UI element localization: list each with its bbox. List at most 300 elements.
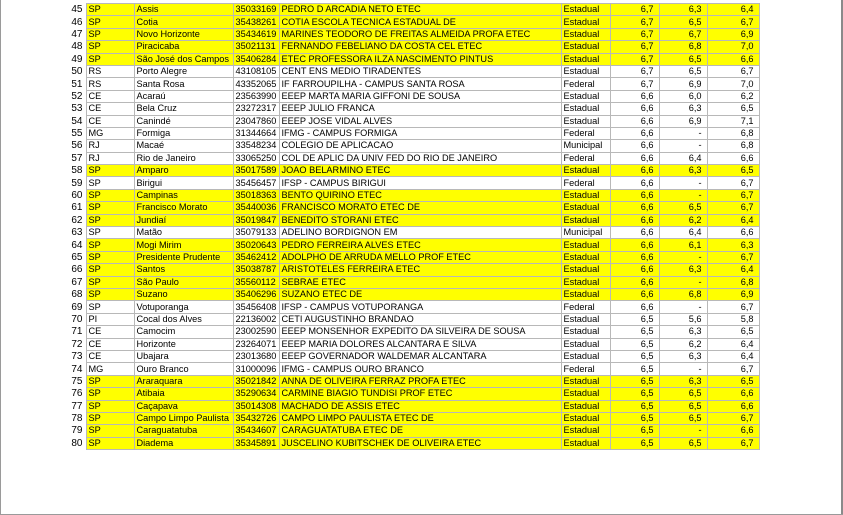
rank-number: 60 [64,189,86,201]
table-row [64,177,759,189]
table-row [64,301,759,313]
state-cell: SP [86,425,134,437]
score-cell: 6,5 [707,165,759,177]
school-name-cell: ETEC PROFESSORA ILZA NASCIMENTO PINTUS [279,53,561,65]
school-code-cell: 35020643 [233,239,279,251]
score-cell: - [659,140,707,152]
network-cell: Estadual [561,350,610,362]
score-cell: 6,6 [610,276,659,288]
score-cell: 6,9 [707,28,759,40]
score-cell: 6,3 [659,103,707,115]
score-cell: 6,7 [610,41,659,53]
table-row [64,326,759,338]
score-cell: - [659,425,707,437]
table-row [64,400,759,412]
city-cell: Francisco Morato [134,202,233,214]
score-cell: 6,5 [610,437,659,449]
rank-number: 74 [64,363,86,375]
score-cell: 6,7 [707,189,759,201]
school-code-cell: 31344664 [233,127,279,139]
school-code-cell: 35019847 [233,214,279,226]
school-code-cell: 23047860 [233,115,279,127]
score-cell: 6,4 [707,214,759,226]
city-cell: Macaé [134,140,233,152]
rank-number: 70 [64,313,86,325]
state-cell: SP [86,53,134,65]
state-cell: SP [86,202,134,214]
score-cell: 6,7 [707,363,759,375]
score-cell: 6,4 [707,350,759,362]
network-cell: Estadual [561,425,610,437]
score-cell: 6,3 [707,239,759,251]
network-cell: Estadual [561,65,610,77]
score-cell: 6,9 [659,115,707,127]
rank-number: 76 [64,388,86,400]
table-row [64,214,759,226]
network-cell: Estadual [561,41,610,53]
rank-number: 55 [64,127,86,139]
school-name-cell: IF FARROUPILHA - CAMPUS SANTA ROSA [279,78,561,90]
city-cell: Santa Rosa [134,78,233,90]
school-name-cell: ADOLPHO DE ARRUDA MELLO PROF ETEC [279,251,561,263]
score-cell: 6,7 [610,65,659,77]
state-cell: MG [86,127,134,139]
network-cell: Estadual [561,388,610,400]
city-cell: Mogi Mirim [134,239,233,251]
state-cell: CE [86,326,134,338]
score-cell: 6,8 [659,41,707,53]
school-ranking-table [64,3,760,450]
network-cell: Estadual [561,165,610,177]
score-cell: 6,7 [707,437,759,449]
city-cell: Formiga [134,127,233,139]
school-name-cell: ANNA DE OLIVEIRA FERRAZ PROFA ETEC [279,375,561,387]
page-frame-left [0,0,1,515]
score-cell: 6,6 [610,189,659,201]
score-cell: 6,5 [707,103,759,115]
table-row [64,338,759,350]
city-cell: Araraquara [134,375,233,387]
school-name-cell: IFSP - CAMPUS VOTUPORANGA [279,301,561,313]
state-cell: SP [86,288,134,300]
table-row [64,16,759,28]
network-cell: Estadual [561,239,610,251]
table-row [64,363,759,375]
school-code-cell: 35434619 [233,28,279,40]
score-cell: 6,5 [610,400,659,412]
network-cell: Municipal [561,140,610,152]
table-row [64,28,759,40]
score-cell: 6,6 [610,288,659,300]
table-row [64,127,759,139]
score-cell: 6,6 [610,301,659,313]
rank-number: 47 [64,28,86,40]
rank-number: 59 [64,177,86,189]
school-name-cell: IFMG - CAMPUS OURO BRANCO [279,363,561,375]
score-cell: 6,6 [610,214,659,226]
score-cell: 6,3 [659,264,707,276]
school-name-cell: SUZANO ETEC DE [279,288,561,300]
school-code-cell: 23563990 [233,90,279,102]
network-cell: Estadual [561,189,610,201]
score-cell: 6,3 [659,326,707,338]
score-cell: 5,6 [659,313,707,325]
network-cell: Estadual [561,4,610,16]
school-name-cell: IFMG - CAMPUS FORMIGA [279,127,561,139]
city-cell: Camocim [134,326,233,338]
school-name-cell: ARISTOTELES FERREIRA ETEC [279,264,561,276]
score-cell: 6,6 [610,264,659,276]
network-cell: Estadual [561,400,610,412]
score-cell: 6,1 [659,239,707,251]
score-cell: 6,6 [610,177,659,189]
rank-number: 73 [64,350,86,362]
score-cell: 6,4 [659,152,707,164]
school-code-cell: 35079133 [233,227,279,239]
rank-number: 49 [64,53,86,65]
score-cell: 6,6 [610,115,659,127]
city-cell: Cotia [134,16,233,28]
score-cell: 6,5 [659,202,707,214]
table-row [64,264,759,276]
score-cell: 6,7 [707,251,759,263]
score-cell: 5,8 [707,313,759,325]
city-cell: Ubajara [134,350,233,362]
rank-number: 45 [64,4,86,16]
state-cell: SP [86,28,134,40]
school-code-cell: 43108105 [233,65,279,77]
city-cell: Porto Alegre [134,65,233,77]
rank-number: 61 [64,202,86,214]
city-cell: Caraguatatuba [134,425,233,437]
state-cell: SP [86,412,134,424]
score-cell: 6,2 [707,90,759,102]
network-cell: Estadual [561,16,610,28]
city-cell: Santos [134,264,233,276]
score-cell: 6,7 [707,202,759,214]
score-cell: 6,8 [707,127,759,139]
state-cell: CE [86,90,134,102]
table-row [64,437,759,449]
state-cell: RS [86,78,134,90]
state-cell: CE [86,103,134,115]
school-name-cell: MACHADO DE ASSIS ETEC [279,400,561,412]
school-code-cell: 35290634 [233,388,279,400]
score-cell: 7,0 [707,41,759,53]
rank-number: 71 [64,326,86,338]
table-row [64,53,759,65]
network-cell: Estadual [561,264,610,276]
school-code-cell: 35018363 [233,189,279,201]
city-cell: Campinas [134,189,233,201]
score-cell: 6,6 [707,388,759,400]
school-name-cell: BENTO QUIRINO ETEC [279,189,561,201]
school-code-cell: 35432726 [233,412,279,424]
city-cell: Novo Horizonte [134,28,233,40]
score-cell: 6,6 [610,165,659,177]
table-row [64,227,759,239]
school-code-cell: 35434607 [233,425,279,437]
score-cell: 6,7 [610,78,659,90]
table-row [64,189,759,201]
score-cell: 6,5 [610,363,659,375]
table-row [64,41,759,53]
state-cell: SP [86,4,134,16]
score-cell: 6,7 [707,177,759,189]
state-cell: SP [86,227,134,239]
score-cell: - [659,189,707,201]
school-name-cell: ADELINO BORDIGNON EM [279,227,561,239]
score-cell: 6,8 [659,288,707,300]
city-cell: Suzano [134,288,233,300]
table-row [64,140,759,152]
score-cell: 6,7 [707,65,759,77]
city-cell: Amparo [134,165,233,177]
school-code-cell: 35462412 [233,251,279,263]
score-cell: 6,7 [707,412,759,424]
score-cell: 6,5 [659,400,707,412]
city-cell: Presidente Prudente [134,251,233,263]
school-code-cell: 35438261 [233,16,279,28]
city-cell: Cocal dos Alves [134,313,233,325]
table-row [64,78,759,90]
score-cell: 6,6 [610,152,659,164]
score-cell: - [659,301,707,313]
score-cell: 6,5 [610,388,659,400]
rank-number: 62 [64,214,86,226]
city-cell: Campo Limpo Paulista [134,412,233,424]
school-name-cell: IFSP - CAMPUS BIRIGUI [279,177,561,189]
city-cell: Jundiaí [134,214,233,226]
score-cell: 6,7 [610,4,659,16]
score-cell: 6,4 [707,338,759,350]
state-cell: SP [86,400,134,412]
rank-number: 53 [64,103,86,115]
school-code-cell: 23264071 [233,338,279,350]
network-cell: Federal [561,127,610,139]
rank-number: 57 [64,152,86,164]
table-row [64,276,759,288]
score-cell: 6,4 [707,264,759,276]
score-cell: 6,7 [659,28,707,40]
score-cell: 6,2 [659,338,707,350]
score-cell: 6,9 [659,78,707,90]
school-code-cell: 35406284 [233,53,279,65]
network-cell: Estadual [561,313,610,325]
score-cell: 6,4 [659,227,707,239]
network-cell: Estadual [561,53,610,65]
network-cell: Federal [561,177,610,189]
state-cell: SP [86,375,134,387]
city-cell: Piracicaba [134,41,233,53]
score-cell: 6,5 [659,65,707,77]
score-cell: 6,6 [707,425,759,437]
school-name-cell: BENEDITO STORANI ETEC [279,214,561,226]
score-cell: 6,5 [610,425,659,437]
score-cell: 6,5 [610,326,659,338]
city-cell: Assis [134,4,233,16]
school-code-cell: 35456408 [233,301,279,313]
city-cell: Acaraú [134,90,233,102]
score-cell: 6,6 [707,152,759,164]
school-code-cell: 35038787 [233,264,279,276]
school-code-cell: 35456457 [233,177,279,189]
network-cell: Estadual [561,251,610,263]
school-code-cell: 33065250 [233,152,279,164]
rank-number: 79 [64,425,86,437]
school-name-cell: FERNANDO FEBELIANO DA COSTA CEL ETEC [279,41,561,53]
state-cell: SP [86,388,134,400]
city-cell: Horizonte [134,338,233,350]
school-name-cell: PEDRO D ARCADIA NETO ETEC [279,4,561,16]
score-cell: 6,9 [707,288,759,300]
table-row [64,90,759,102]
school-name-cell: EEEP JULIO FRANCA [279,103,561,115]
network-cell: Estadual [561,214,610,226]
school-code-cell: 35014308 [233,400,279,412]
city-cell: Canindé [134,115,233,127]
school-name-cell: COTIA ESCOLA TECNICA ESTADUAL DE [279,16,561,28]
table-row [64,202,759,214]
state-cell: RS [86,65,134,77]
school-code-cell: 35440036 [233,202,279,214]
score-cell: 6,5 [659,388,707,400]
rank-number: 80 [64,437,86,449]
city-cell: Caçapava [134,400,233,412]
school-name-cell: EEEP GOVERNADOR WALDEMAR ALCANTARA [279,350,561,362]
school-name-cell: CARMINE BIAGIO TUNDISI PROF ETEC [279,388,561,400]
school-code-cell: 33548234 [233,140,279,152]
school-code-cell: 35021842 [233,375,279,387]
school-name-cell: JOAO BELARMINO ETEC [279,165,561,177]
score-cell: 6,0 [659,90,707,102]
school-name-cell: EEEP JOSE VIDAL ALVES [279,115,561,127]
score-cell: 6,5 [659,16,707,28]
school-name-cell: PEDRO FERREIRA ALVES ETEC [279,239,561,251]
table-body [64,4,759,450]
city-cell: Ouro Branco [134,363,233,375]
table-row [64,388,759,400]
network-cell: Estadual [561,326,610,338]
state-cell: SP [86,16,134,28]
score-cell: 6,3 [659,4,707,16]
rank-number: 67 [64,276,86,288]
score-cell: 6,5 [707,375,759,387]
score-cell: 6,6 [707,400,759,412]
state-cell: SP [86,264,134,276]
rank-number: 72 [64,338,86,350]
score-cell: 6,6 [610,140,659,152]
state-cell: RJ [86,140,134,152]
table-row [64,239,759,251]
school-name-cell: JUSCELINO KUBITSCHEK DE OLIVEIRA ETEC [279,437,561,449]
state-cell: SP [86,437,134,449]
score-cell: 6,5 [610,375,659,387]
score-cell: 6,5 [610,338,659,350]
rank-number: 68 [64,288,86,300]
network-cell: Estadual [561,202,610,214]
network-cell: Municipal [561,227,610,239]
rank-number: 51 [64,78,86,90]
rank-number: 66 [64,264,86,276]
score-cell: 6,2 [659,214,707,226]
network-cell: Estadual [561,90,610,102]
score-cell: 6,7 [707,301,759,313]
score-cell: 6,5 [707,326,759,338]
school-name-cell: COL DE APLIC DA UNIV FED DO RIO DE JANEIRO [279,152,561,164]
score-cell: 6,7 [707,16,759,28]
table-row [64,375,759,387]
school-code-cell: 35560112 [233,276,279,288]
network-cell: Federal [561,301,610,313]
school-code-cell: 35345891 [233,437,279,449]
state-cell: MG [86,363,134,375]
school-name-cell: COLEGIO DE APLICACAO [279,140,561,152]
network-cell: Estadual [561,412,610,424]
score-cell: 6,6 [610,103,659,115]
state-cell: SP [86,301,134,313]
network-cell: Estadual [561,103,610,115]
city-cell: Bela Cruz [134,103,233,115]
rank-number: 50 [64,65,86,77]
network-cell: Estadual [561,375,610,387]
score-cell: 6,4 [707,4,759,16]
school-code-cell: 35033169 [233,4,279,16]
score-cell: 6,5 [610,313,659,325]
score-cell: 6,7 [610,28,659,40]
school-name-cell: SEBRAE ETEC [279,276,561,288]
rank-number: 54 [64,115,86,127]
school-name-cell: CENT ENS MEDIO TIRADENTES [279,65,561,77]
city-cell: Atibaia [134,388,233,400]
score-cell: 6,6 [610,239,659,251]
state-cell: RJ [86,152,134,164]
score-cell: 6,8 [707,140,759,152]
state-cell: SP [86,41,134,53]
school-code-cell: 43352065 [233,78,279,90]
score-cell: 6,3 [659,375,707,387]
score-cell: 6,6 [610,127,659,139]
school-name-cell: EEEP MARIA DOLORES ALCANTARA E SILVA [279,338,561,350]
state-cell: SP [86,276,134,288]
school-code-cell: 31000096 [233,363,279,375]
state-cell: CE [86,338,134,350]
rank-number: 77 [64,400,86,412]
table-row [64,288,759,300]
school-name-cell: MARINES TEODORO DE FREITAS ALMEIDA PROFA ETEC [279,28,561,40]
table-row [64,115,759,127]
rank-number: 64 [64,239,86,251]
school-name-cell: EEEP MONSENHOR EXPEDITO DA SILVEIRA DE SOUSA [279,326,561,338]
table-row [64,425,759,437]
score-cell: 6,3 [659,350,707,362]
score-cell: 6,6 [707,53,759,65]
state-cell: CE [86,350,134,362]
table-row [64,165,759,177]
city-cell: Votuporanga [134,301,233,313]
state-cell: SP [86,251,134,263]
city-cell: Diadema [134,437,233,449]
network-cell: Federal [561,152,610,164]
score-cell: - [659,363,707,375]
state-cell: SP [86,239,134,251]
table-row [64,350,759,362]
rank-number: 58 [64,165,86,177]
score-cell: 6,6 [610,227,659,239]
network-cell: Estadual [561,115,610,127]
school-code-cell: 23002590 [233,326,279,338]
school-code-cell: 35017589 [233,165,279,177]
